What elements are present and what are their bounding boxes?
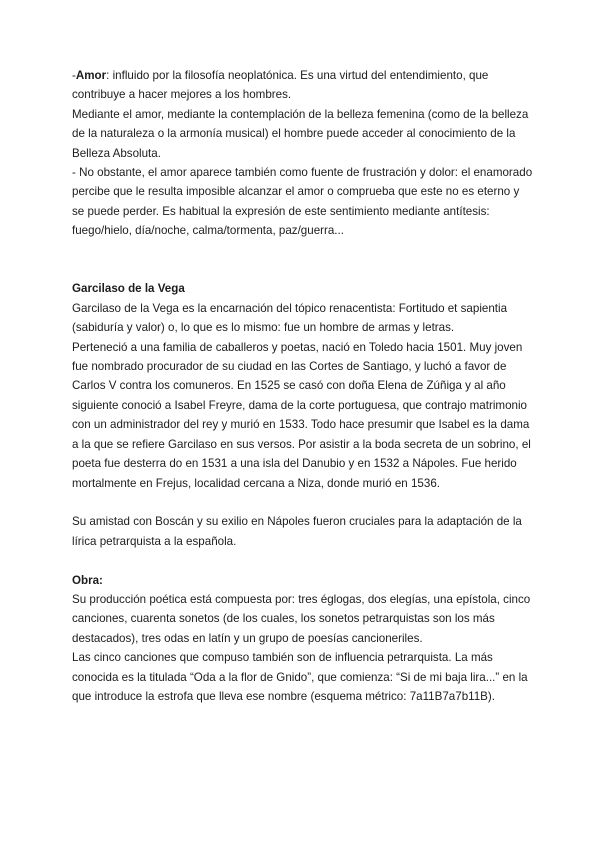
spacer bbox=[72, 260, 534, 279]
garcilaso-heading: Garcilaso de la Vega bbox=[72, 282, 185, 296]
spacer bbox=[72, 493, 534, 512]
spacer bbox=[72, 551, 534, 570]
amor-definition: : influido por la filosofía neoplatónica. Es una virtud del entendimiento, que contribuye a hacer mejores a los hombres. bbox=[72, 69, 489, 102]
spacer bbox=[72, 241, 534, 260]
amor-contemplation-paragraph: Mediante el amor, mediante la contemplación de la belleza femenina (como de la belleza de la naturaleza o la armonía musical) el hombre puede acceder al conocimiento de la Belleza Absoluta. bbox=[72, 107, 529, 160]
garcilaso-influence-paragraph: Su amistad con Boscán y su exilio en Nápoles fueron cruciales para la adaptación de la lírica petrarquista a la española. bbox=[72, 515, 522, 548]
garcilaso-biography-paragraph: Perteneció a una familia de caballeros y poetas, nació en Toledo hacia 1501. Muy joven fue nombrado procurador de su ciudad en las Cortes de Santiago, y luchó a favor de Carlos V contra los comuneros. En 1525 se casó con doña Elena de Zúñiga y al año siguiente conoció a Isabel Freyre, dama de la corte portuguesa, que contrajo matrimonio con un administrador del rey y murió en 1533. Todo hace presumir que Isabel es la dama a la que se refiere Garcilaso en sus versos. Por asistir a la boda secreta de un sobrino, el poeta fue desterra do en 1531 a una isla del Danubio y en 1532 a Nápoles. Fue herido mortalmente en Frejus, localidad cercana a Niza, donde murió en 1536. bbox=[72, 340, 531, 490]
amor-paragraph bbox=[72, 66, 534, 105]
garcilaso-intro-paragraph: Garcilaso de la Vega es la encarnación del tópico renacentista: Fortitudo et sapientia (sabiduría y valor) o, lo que es lo mismo: fue un hombre de armas y letras. bbox=[72, 301, 508, 335]
obra-canciones-paragraph: Las cinco canciones que compuso también son de influencia petrarquista. La más conocida es la titulada “Oda a la flor de Gnido”, que comienza: “Si de mi baja lira...” en la que introduce la estrofa que lleva ese nombre (esquema métrico: 7a11B7a7b11B). bbox=[72, 651, 528, 703]
document-page bbox=[72, 66, 534, 706]
obra-heading: Obra: bbox=[72, 573, 103, 587]
amor-bullet: - bbox=[72, 69, 76, 82]
obra-production-paragraph: Su producción poética está compuesta por: tres églogas, dos elegías, una epístola, cinco canciones, cuarenta sonetos (de los cuales, los sonetos petrarquistas son los más destacados), tres odas en latín y un grupo de poesías cancioneriles. bbox=[72, 592, 531, 645]
amor-frustration-paragraph: - No obstante, el amor aparece también como fuente de frustración y dolor: el enamorado percibe que le resulta imposible alcanzar el amor o comprueba que este no es eterno y se puede perder. Es habitual la expresión de este sentimiento mediante antítesis: fuego/hielo, día/noche, calma/tormenta, paz/guerra... bbox=[72, 166, 533, 238]
amor-label: Amor bbox=[75, 69, 107, 82]
